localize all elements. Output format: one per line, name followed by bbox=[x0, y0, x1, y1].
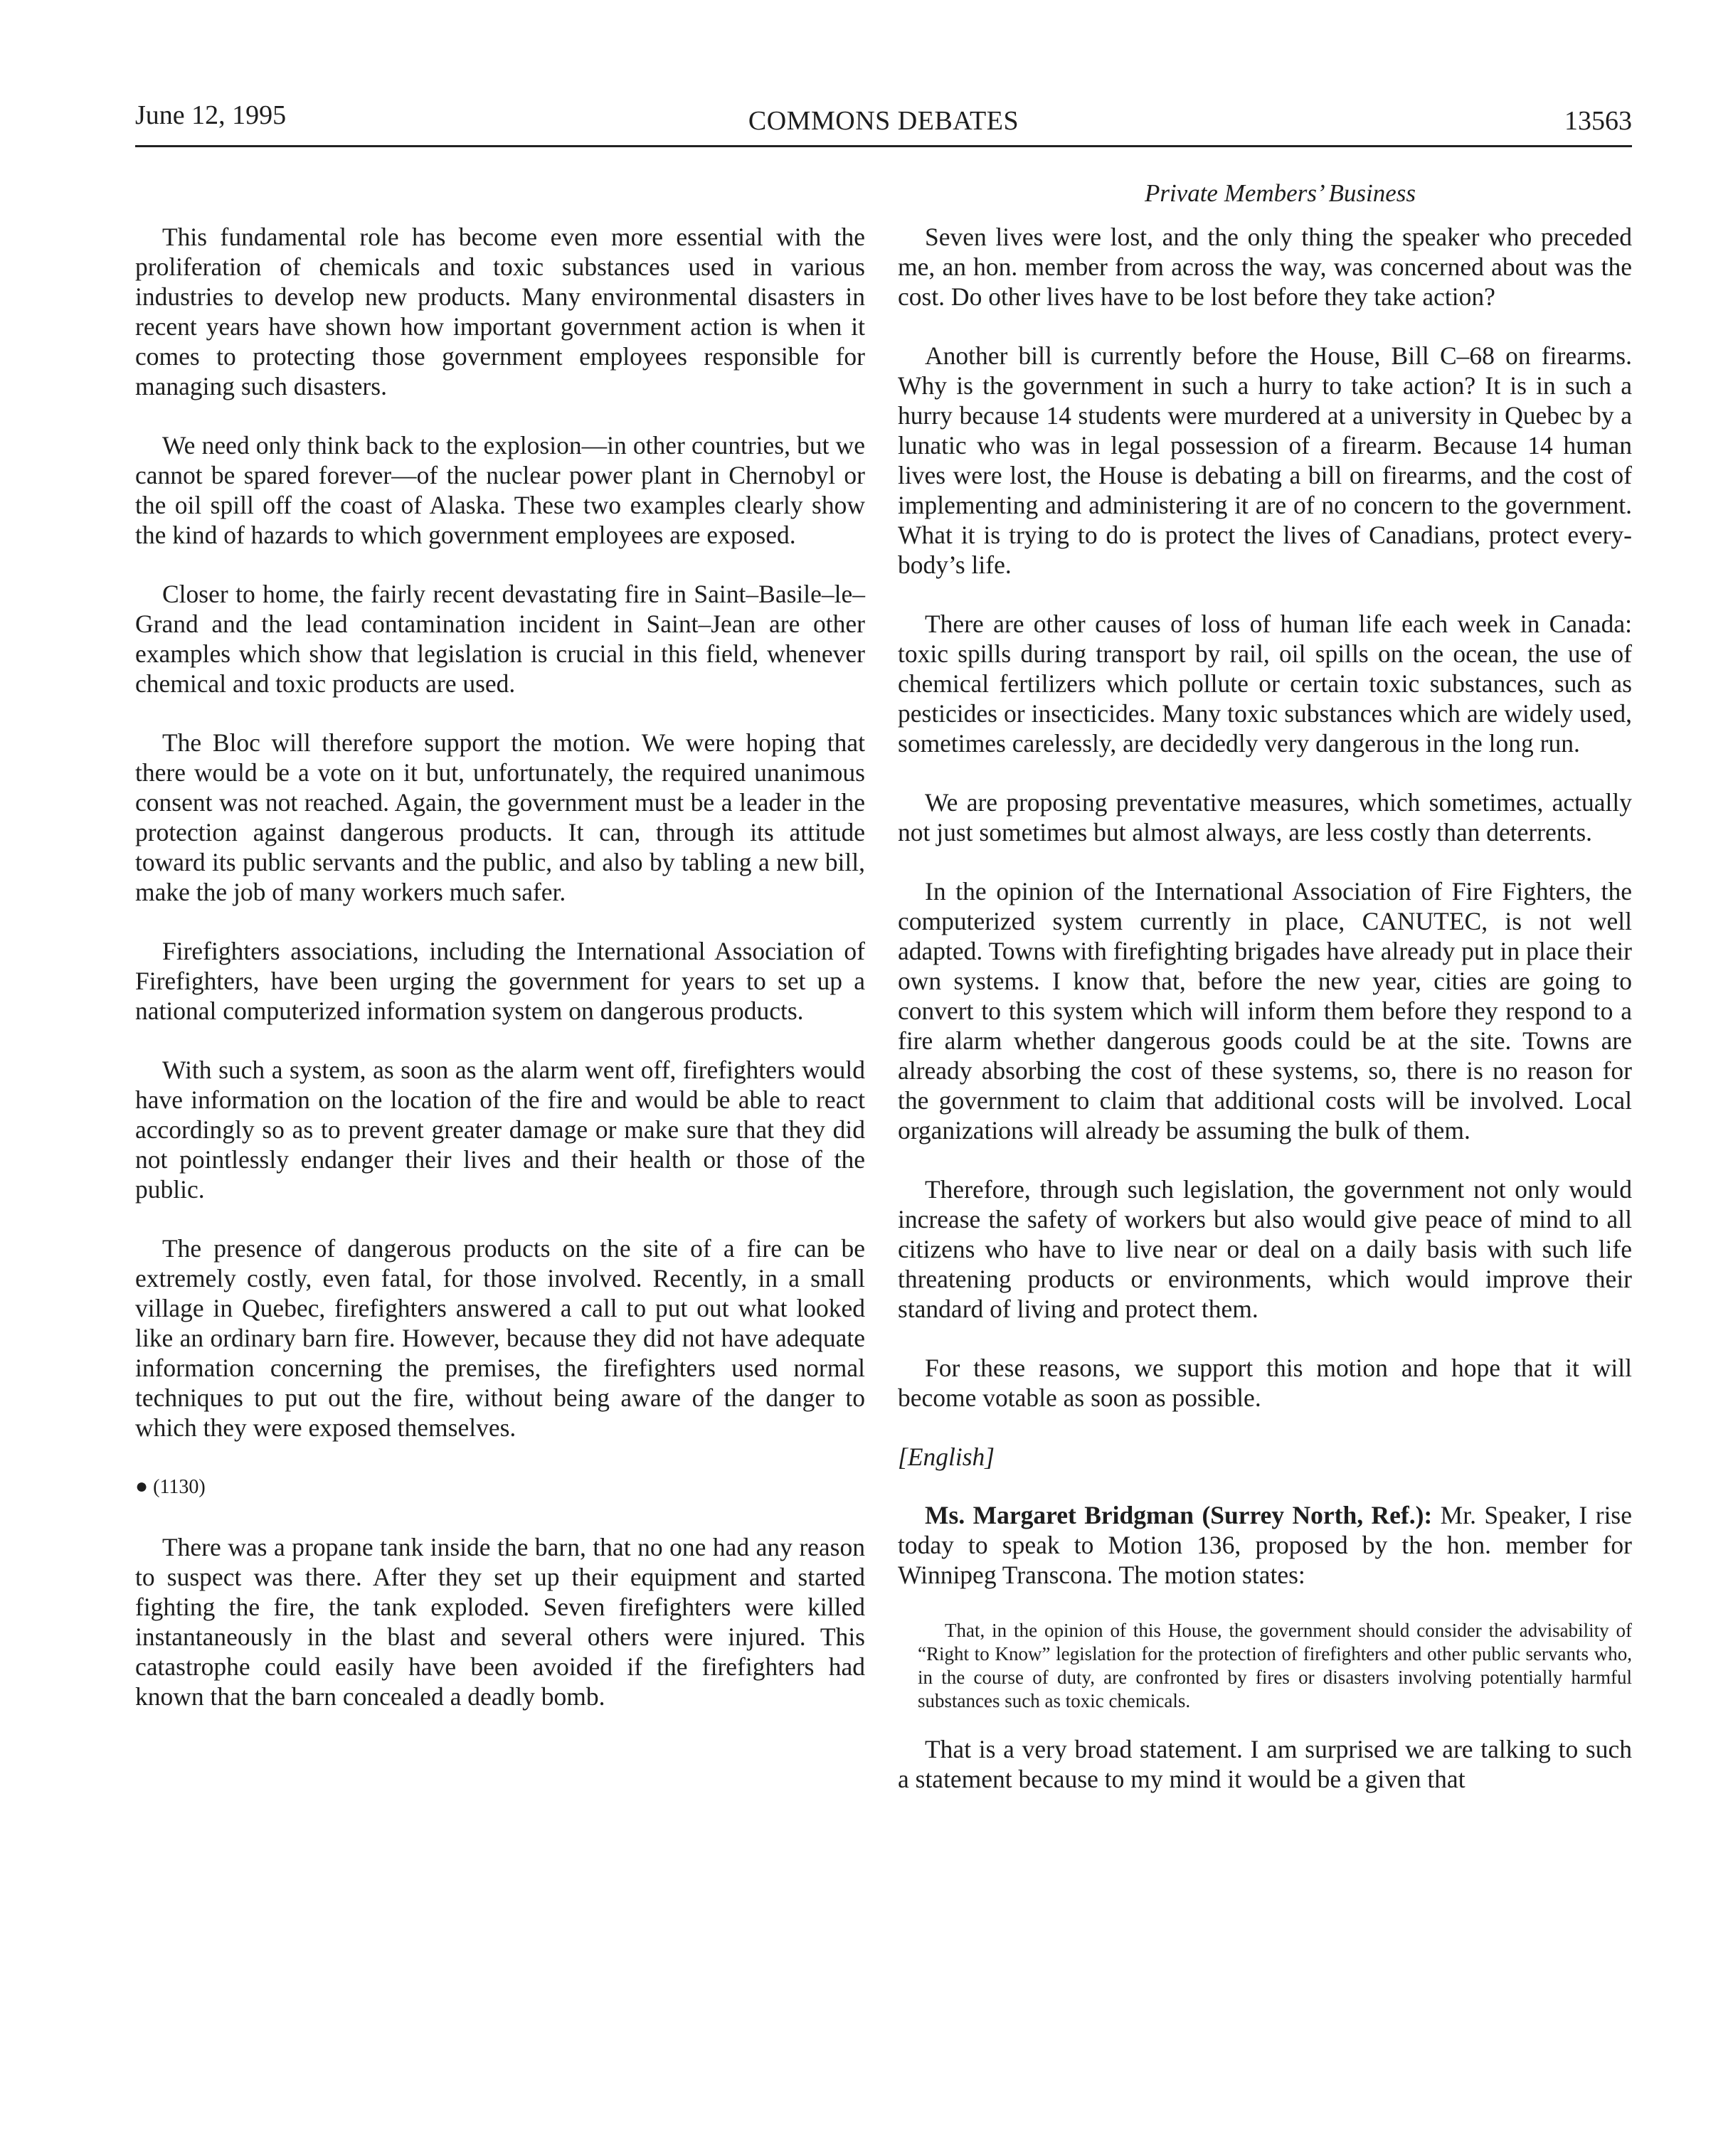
paragraph: Another bill is currently before the House, Bill C–68 on firearms. Why is the government in such a hurry to take action? It is in such a hurry because 14 students were murdered at a university in Quebec by a lunatic who was in legal possession of a firearm. Because 14 human lives were lost, the House is debating a bill on firearms, and the cost of implementing and administering it are of no concern to the government. What it is trying to do is protect the lives of Canadians, protect everybody’s life. bbox=[898, 341, 1632, 579]
paragraph: In the opinion of the International Association of Fire Fighters, the computerized system currently in place, CANUTEC, is not well adapted. Towns with firefighting brigades have already put in place their own systems. I know that, before the new year, cities are going to convert to this system which will inform them before they respond to a fire alarm whether dangerous goods could be at the site. Towns are already absorbing the cost of these systems, so, there is no reason for the government to claim that additional costs will be involved. Local organizations will already be assuming the bulk of them. bbox=[898, 877, 1632, 1145]
bullet-icon: ● bbox=[135, 1475, 149, 1498]
language-tag: [English] bbox=[898, 1443, 995, 1471]
header-title: COMMONS DEBATES bbox=[748, 106, 1019, 136]
paragraph: Therefore, through such legislation, the government not only would increase the safety of workers but also would give peace of mind to all citizens who have to live near or deal on a daily basis with such life threatening products or environments, which would improve their standard of living and protect them. bbox=[898, 1175, 1632, 1323]
motion-quote: That, in the opinion of this House, the government should consider the advisability of “Right to Know” legislation for the protection of firefighters and other public servants who, in the course of duty, are confronted by fires or disasters involving potentially harmful substances such as toxic chemicals. bbox=[918, 1620, 1632, 1711]
paragraph: The presence of dangerous products on the site of a fire can be extremely costly, even fatal, for those involved. Recently, in a small village in Quebec, firefighters answered a call to put out what looked like an ordinary barn fire. However, because they did not have adequate information concerning the premises, the firefighters used normal techniques to put out the fire, without being aware of the danger to which they were exposed themselves. bbox=[135, 1234, 865, 1442]
speaker-name: Ms. Margaret Bridgman (Surrey North, Ref.): bbox=[925, 1501, 1433, 1529]
paragraph: There was a propane tank inside the barn, that no one had any reason to suspect was there. After they set up their equipment and started fighting the fire, the tank exploded. Seven firefighters were killed instantaneously in the blast and several others were injured. This catastrophe could easily have been avoided if the firefighters had known that the barn concealed a deadly bomb. bbox=[135, 1533, 865, 1711]
header-page-number: 13563 bbox=[1564, 106, 1632, 136]
header-rule bbox=[135, 145, 1632, 147]
paragraph: Closer to home, the fairly recent devastating fire in Saint–Basile–le–Grand and the lead contamination incident in Saint–Jean are other examples which show that legislation is crucial in this field, whenever chemical and toxic products are used. bbox=[135, 580, 865, 698]
speaker-text: Mr. Speaker, I rise today to speak to Motion 136, proposed by the hon. member for Winnipeg Transcona. The motion states: bbox=[898, 1501, 1633, 1589]
paragraph: With such a system, as soon as the alarm went off, firefighters would have information on the location of the fire and would be able to react accordingly so as to prevent greater damage or make sure that they did not pointlessly endanger their lives and their health or those of the public. bbox=[135, 1056, 865, 1204]
section-label: Private Members’ Business bbox=[1144, 179, 1416, 207]
left-column bbox=[135, 222, 865, 1711]
paragraph: Seven lives were lost, and the only thing the speaker who preceded me, an hon. member from across the way, was concerned about was the cost. Do other lives have to be lost before they take action? bbox=[898, 223, 1632, 311]
paragraph: The Bloc will therefore support the motion. We were hoping that there would be a vote on it but, unfortunately, the required unanimous consent was not reached. Again, the government must be a leader in the protection against dangerous products. It can, through its attitude toward its public servants and the public, and also by tabling a new bill, make the job of many workers much safer. bbox=[135, 728, 865, 906]
paragraph: There are other causes of loss of human life each week in Canada: toxic spills during transport by rail, oil spills on the ocean, the use of chemical fertilizers which pollute or certain toxic substances, such as pesticides or insecticides. Many toxic substances which are widely used, sometimes carelessly, are decidedly very dangerous in the long run. bbox=[898, 610, 1632, 758]
paragraph: We need only think back to the explosion—in other countries, but we cannot be spared forever—of the nuclear power plant in Chernobyl or the oil spill off the coast of Alaska. These two examples clearly show the kind of hazards to which government employees are exposed. bbox=[135, 431, 865, 549]
paragraph: For these reasons, we support this motion and hope that it will become votable as soon as possible. bbox=[898, 1354, 1632, 1412]
timestamp-marker bbox=[135, 1472, 865, 1502]
header-date: June 12, 1995 bbox=[135, 100, 287, 130]
speaker-paragraph bbox=[898, 1500, 1632, 1590]
right-column bbox=[898, 222, 1632, 1794]
paragraph: Firefighters associations, including the International Association of Firefighters, have been urging the government for years to set up a national computerized information system on dangerous products. bbox=[135, 937, 865, 1025]
paragraph: This fundamental role has become even more essential with the proliferation of chemicals and toxic substances used in various industries to develop new products. Many environmental disasters in recent years have shown how important government action is when it comes to protecting those government employees responsible for managing such disasters. bbox=[135, 223, 865, 400]
timestamp: (1130) bbox=[153, 1476, 206, 1498]
page-header bbox=[135, 100, 1632, 142]
paragraph: That is a very broad statement. I am surprised we are talking to such a statement because to my mind it would be a given that bbox=[898, 1735, 1632, 1793]
paragraph: We are proposing preventative measures, which sometimes, actually not just sometimes but almost always, are less costly than deterrents. bbox=[898, 788, 1632, 846]
